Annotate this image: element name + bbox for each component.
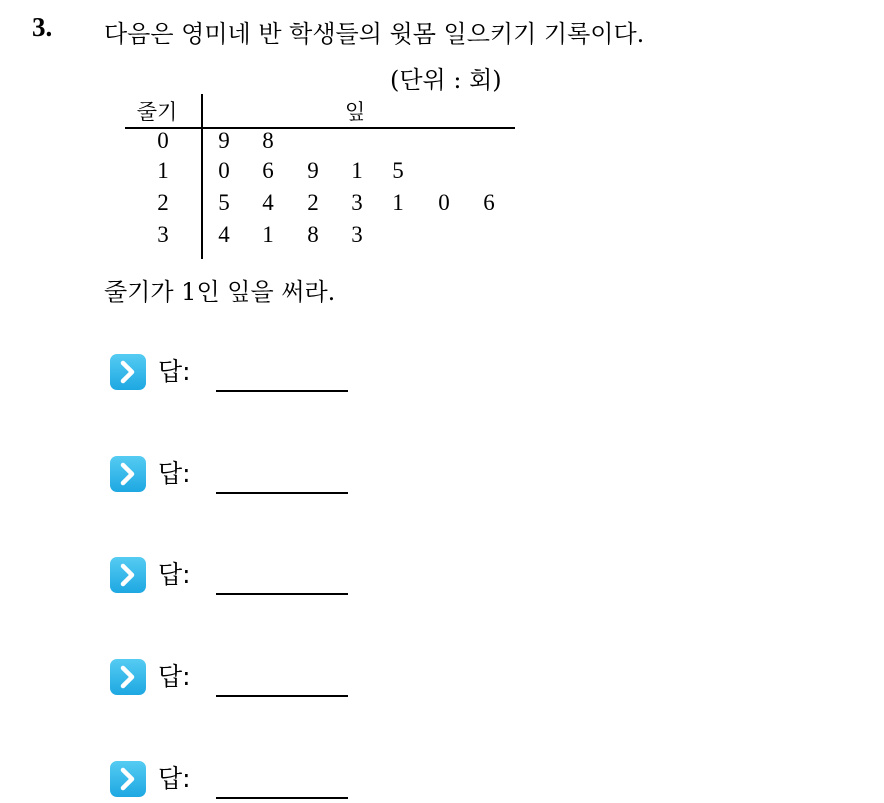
answer-input-line[interactable] [216, 695, 348, 697]
answer-block [110, 555, 370, 595]
stem-value: 3 [157, 222, 169, 247]
stem-header: 줄기 [136, 100, 178, 124]
stem-value: 0 [157, 128, 169, 153]
leaf-value: 8 [307, 222, 319, 247]
leaf-value: 4 [262, 190, 274, 215]
stem-leaf-plot [125, 94, 515, 259]
leaf-value: 5 [392, 158, 404, 183]
answer-block [110, 657, 370, 697]
leaf-value: 0 [438, 190, 450, 215]
answer-block [110, 759, 370, 799]
answer-label: 답: [158, 357, 191, 386]
leaf-value: 0 [218, 158, 230, 183]
leaf-value: 6 [262, 158, 274, 183]
answer-input-line[interactable] [216, 390, 348, 392]
leaf-value: 1 [392, 190, 404, 215]
question-text: 다음은 영미네 반 학생들의 윗몸 일으키기 기록이다. [104, 20, 645, 48]
question-prompt: 줄기가 1인 잎을 써라. [104, 278, 336, 306]
chevron-right-icon [110, 456, 146, 492]
answer-label: 답: [158, 560, 191, 589]
unit-label: (단위 : 회) [390, 66, 502, 94]
leaf-value: 1 [262, 222, 274, 247]
answer-label: 답: [158, 764, 191, 793]
leaf-value: 9 [218, 128, 230, 153]
leaf-value: 1 [351, 158, 363, 183]
leaf-value: 5 [218, 190, 230, 215]
plot-row [125, 128, 515, 158]
leaf-value: 6 [483, 190, 495, 215]
answer-block [110, 352, 370, 392]
leaf-value: 4 [218, 222, 230, 247]
answer-input-line[interactable] [216, 797, 348, 799]
leaf-value: 3 [351, 190, 363, 215]
leaf-value: 9 [307, 158, 319, 183]
leaf-header: 잎 [345, 100, 366, 124]
question-number: 3. [32, 12, 53, 42]
answer-label: 답: [158, 662, 191, 691]
answer-block [110, 454, 370, 494]
plot-row [125, 190, 515, 220]
leaf-value: 8 [262, 128, 274, 153]
chevron-right-icon [110, 659, 146, 695]
plot-row [125, 158, 515, 188]
chevron-right-icon [110, 354, 146, 390]
answer-input-line[interactable] [216, 593, 348, 595]
answer-label: 답: [158, 459, 191, 488]
stem-value: 2 [157, 190, 169, 215]
leaf-value: 2 [307, 190, 319, 215]
chevron-right-icon [110, 761, 146, 797]
stem-value: 1 [157, 158, 169, 183]
plot-row [125, 222, 515, 252]
leaf-value: 3 [351, 222, 363, 247]
chevron-right-icon [110, 557, 146, 593]
answer-input-line[interactable] [216, 492, 348, 494]
